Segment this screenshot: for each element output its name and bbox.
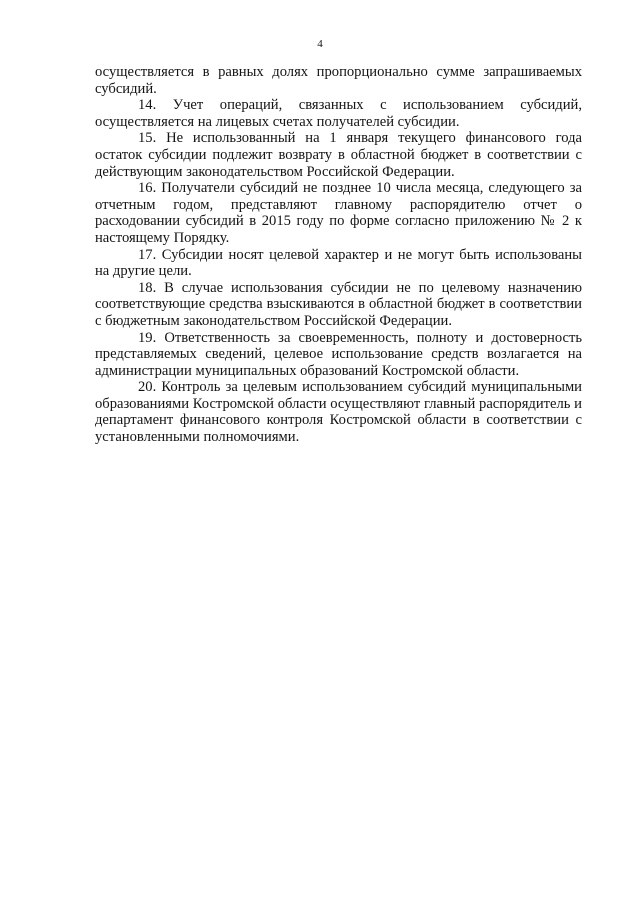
paragraph-18: 18. В случае использования субсидии не по целевому назначению соответствующие средства взыскиваются в областной бюджет в соответствии с бюджетным законодательством Российской Федерации. [95,279,582,329]
paragraph-20: 20. Контроль за целевым использованием субсидий муниципальными образованиями Костромской области осуществляют главный распорядитель и департамент финансового контроля Костромской области в соответствии с установленными полномочиями. [95,379,582,446]
page-number: 4 [317,38,323,50]
paragraph-14: 14. Учет операций, связанных с использованием субсидий, осуществляется на лицевых счетах получателей субсидии. [95,97,582,130]
document-body [95,64,582,446]
paragraph-15: 15. Не использованный на 1 января текущего финансового года остаток субсидии подлежит возврату в областной бюджет в соответствии с действующим законодательством Российской Федерации. [95,130,582,180]
paragraph-continuation: осуществляется в равных долях пропорционально сумме запрашиваемых субсидий. [95,64,582,97]
paragraph-19: 19. Ответственность за своевременность, полноту и достоверность представляемых сведений, целевое использование средств возлагается на администрации муниципальных образований Костромской области. [95,329,582,379]
paragraph-16: 16. Получатели субсидий не позднее 10 числа месяца, следующего за отчетным годом, представляют главному распорядителю отчет о расходовании субсидий в 2015 году по форме согласно приложению № 2 к настоящему Порядку. [95,180,582,246]
paragraph-17: 17. Субсидии носят целевой характер и не могут быть использованы на другие цели. [95,246,582,280]
